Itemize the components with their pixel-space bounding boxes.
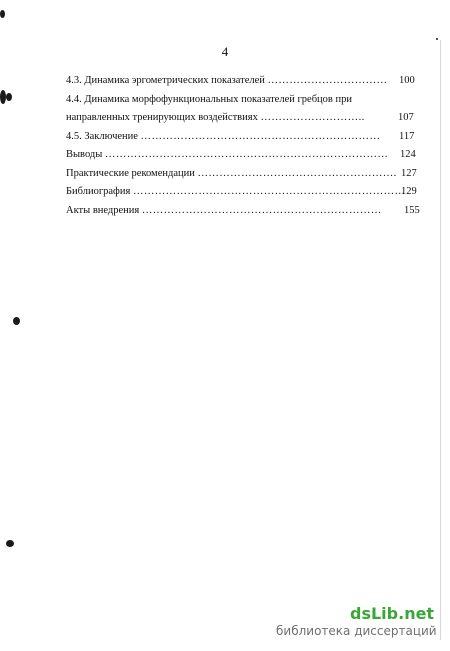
watermark-tagline: библиотека диссертаций — [276, 624, 437, 638]
scan-speck — [436, 38, 438, 40]
toc-entry-leader: ………………………………………………………… — [141, 205, 382, 216]
toc-entry — [66, 167, 397, 180]
toc-entry-leader: ………………………………………………………………… — [132, 186, 406, 197]
toc-entry — [66, 93, 352, 106]
toc-entry-title: Выводы — [66, 149, 103, 160]
watermark-logo-main: dsLib — [350, 604, 399, 623]
toc-entry-title: Практические рекомендации — [66, 168, 195, 179]
toc-entry-leader: ………………………………………………………… — [140, 131, 381, 142]
toc-entry-title: Акты внедрения — [66, 205, 140, 216]
toc-entry-page: 107 — [398, 112, 414, 123]
toc-entry-leader: ………………………………………………. — [197, 168, 397, 179]
page-number: 4 — [221, 44, 229, 59]
toc-entry-page: 129 — [401, 186, 417, 197]
scan-speck — [0, 10, 5, 18]
scan-speck — [6, 93, 12, 101]
toc-entry-page: 117 — [399, 131, 415, 142]
toc-entry — [66, 111, 365, 124]
toc-entry-title: направленных тренирующих воздействиях — [66, 112, 258, 123]
toc-entry — [66, 74, 387, 87]
scan-edge — [440, 40, 441, 640]
toc-entry-title: 4.3. Динамика эргометрических показателей — [66, 75, 265, 86]
watermark-logo — [350, 604, 434, 623]
toc-entry — [66, 130, 380, 143]
toc-entry — [66, 148, 388, 161]
toc-entry-page: 127 — [401, 168, 417, 179]
scan-speck — [13, 317, 20, 325]
toc-entry — [66, 185, 405, 198]
toc-entry-page: 155 — [404, 205, 420, 216]
toc-entry — [66, 204, 382, 217]
toc-entry-leader: …………………………… — [267, 75, 388, 86]
toc-entry-title: Библиография — [66, 186, 131, 197]
watermark-logo-tld: .net — [398, 604, 435, 623]
toc-entry-leader: ……………………….. — [260, 112, 365, 123]
scan-speck — [6, 540, 14, 547]
toc-entry-page: 100 — [399, 75, 415, 86]
toc-entry-title: 4.4. Динамика морфофункциональных показателей гребцов при — [66, 94, 352, 105]
toc-entry-leader: …………………………………………………………………… — [104, 149, 389, 160]
toc-entry-title: 4.5. Заключение — [66, 131, 138, 142]
toc-entry-page: 124 — [400, 149, 416, 160]
